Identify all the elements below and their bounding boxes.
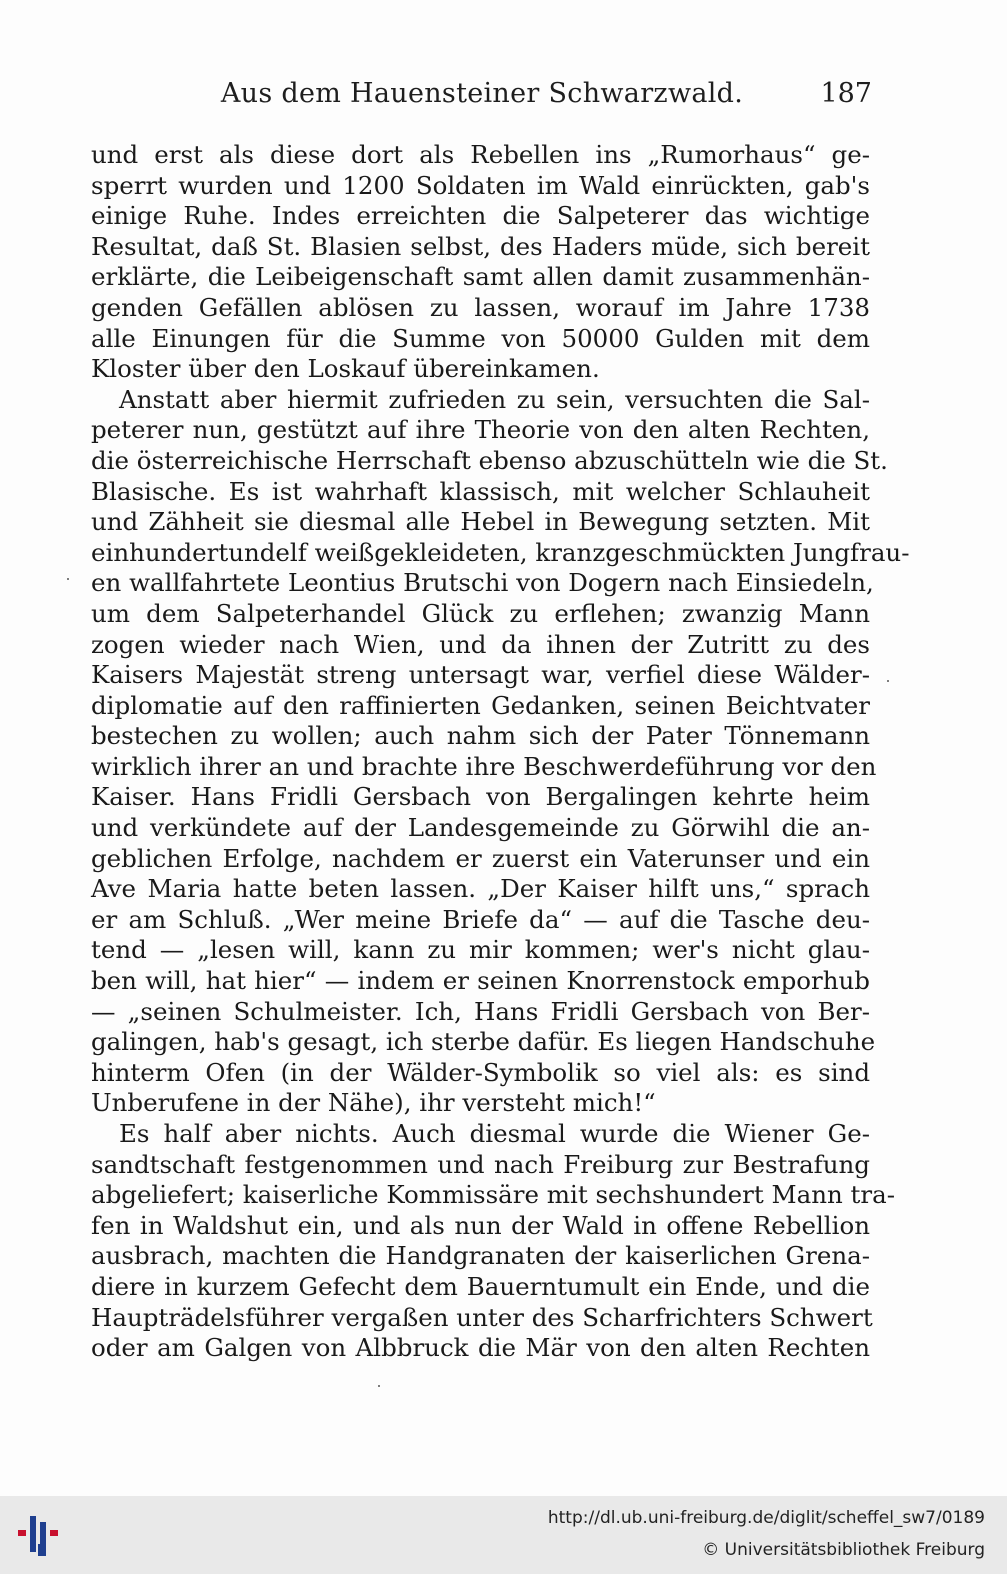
footer-bar bbox=[0, 1496, 1007, 1574]
text-line: hinterm Ofen (in der Wälder-Symbolik so viel als: es sind bbox=[91, 1057, 870, 1087]
text-line: tend — „lesen will, kann zu mir kommen; wer's nicht glau- bbox=[91, 935, 870, 965]
text-line: geblichen Erfolge, nachdem er zuerst ein Vaterunser und ein bbox=[91, 843, 870, 873]
text-line: alle Einungen für die Summe von 50000 Gulden mit dem bbox=[91, 323, 870, 353]
text-line: wirklich ihrer an und brachte ihre Beschwerdeführung vor den bbox=[91, 751, 877, 781]
text-line: bestechen zu wollen; auch nahm sich der Pater Tönnemann bbox=[91, 721, 870, 751]
text-line: zogen wieder nach Wien, und da ihnen der Zutritt zu des bbox=[91, 629, 870, 659]
text-line: fen in Waldshut ein, und als nun der Wald in offene Rebellion bbox=[91, 1210, 870, 1240]
text-line: Haupträdelsführer vergaßen unter des Scharfrichters Schwert bbox=[91, 1302, 873, 1332]
text-line: und verkündete auf der Landesgemeinde zu Görwihl die an- bbox=[91, 813, 870, 843]
running-title: Aus dem Hauensteiner Schwarzwald. bbox=[220, 78, 744, 109]
running-head bbox=[92, 78, 872, 118]
source-url-link[interactable]: http://dl.ub.uni-freiburg.de/diglit/scheffel_sw7/0189 bbox=[547, 1508, 985, 1528]
text-line: Es half aber nichts. Auch diesmal wurde die Wiener Ge- bbox=[119, 1119, 870, 1148]
text-line: die österreichische Herrschaft ebenso abzuschütteln wie die St. bbox=[91, 445, 888, 475]
text-line: oder am Galgen von Albbruck die Mär von den alten Rechten bbox=[91, 1333, 870, 1363]
page-number: 187 bbox=[820, 78, 872, 109]
text-line: Kaiser. Hans Fridli Gersbach von Bergalingen kehrte heim bbox=[91, 782, 870, 812]
text-line: Ave Maria hatte beten lassen. „Der Kaiser hilft uns,“ sprach bbox=[91, 874, 870, 904]
paragraph bbox=[91, 1119, 895, 1364]
text-line: um dem Salpeterhandel Glück zu erflehen; zwanzig Mann bbox=[91, 598, 870, 628]
text-line: peterer nun, gestützt auf ihre Theorie von den alten Rechten, bbox=[91, 415, 870, 445]
scan-speck bbox=[67, 578, 69, 580]
body-text bbox=[91, 140, 910, 1364]
text-line: Resultat, daß St. Blasien selbst, des Haders müde, sich bereit bbox=[91, 231, 870, 261]
text-line: und erst als diese dort als Rebellen ins „Rumorhaus“ ge- bbox=[91, 140, 870, 169]
text-line: einige Ruhe. Indes erreichten die Salpeterer das wichtige bbox=[91, 201, 870, 231]
text-line: ben will, hat hier“ — indem er seinen Knorrenstock emporhub bbox=[91, 966, 870, 996]
paragraph bbox=[91, 140, 870, 385]
text-line: einhundertundelf weißgekleideten, kranzgeschmückten Jungfrau- bbox=[91, 537, 910, 567]
text-line: sandtschaft festgenommen und nach Freiburg zur Bestrafung bbox=[91, 1149, 870, 1179]
text-line: Kloster über den Loskauf übereinkamen. bbox=[91, 354, 600, 384]
ub-freiburg-logo-icon[interactable] bbox=[14, 1508, 66, 1560]
text-line: sperrt wurden und 1200 Soldaten im Wald einrückten, gab's bbox=[91, 170, 870, 200]
copyright-notice: © Universitätsbibliothek Freiburg bbox=[702, 1540, 985, 1560]
text-line: galingen, hab's gesagt, ich sterbe dafür. Es liegen Handschuhe bbox=[91, 1027, 876, 1057]
text-line: Anstatt aber hiermit zufrieden zu sein, versuchten die Sal- bbox=[119, 384, 870, 414]
scan-speck bbox=[378, 1385, 380, 1387]
text-line: — „seinen Schulmeister. Ich, Hans Fridli Gersbach von Ber- bbox=[91, 996, 870, 1026]
text-line: Unberufene in der Nähe), ihr versteht mich!“ bbox=[91, 1088, 656, 1118]
text-line: Kaisers Majestät streng untersagt war, verfiel diese Wälder- bbox=[91, 660, 870, 690]
paragraph bbox=[91, 384, 910, 1119]
scan-speck bbox=[887, 680, 889, 682]
text-line: en wallfahrtete Leontius Brutschi von Dogern nach Einsiedeln, bbox=[91, 568, 874, 598]
text-line: abgeliefert; kaiserliche Kommissäre mit sechshundert Mann tra- bbox=[91, 1180, 895, 1210]
text-line: und Zähheit sie diesmal alle Hebel in Bewegung setzten. Mit bbox=[91, 507, 870, 537]
text-line: diere in kurzem Gefecht dem Bauerntumult ein Ende, und die bbox=[91, 1271, 870, 1301]
text-line: Blasische. Es ist wahrhaft klassisch, mit welcher Schlauheit bbox=[91, 476, 870, 506]
text-line: ausbrach, machten die Handgranaten der kaiserlichen Grena- bbox=[91, 1241, 870, 1271]
text-line: er am Schluß. „Wer meine Briefe da“ — auf die Tasche deu- bbox=[91, 904, 870, 934]
text-line: genden Gefällen ablösen zu lassen, worauf im Jahre 1738 bbox=[91, 292, 870, 322]
text-line: diplomatie auf den raffinierten Gedanken, seinen Beichtvater bbox=[91, 690, 870, 720]
text-line: erklärte, die Leibeigenschaft samt allen damit zusammenhän- bbox=[91, 262, 870, 292]
